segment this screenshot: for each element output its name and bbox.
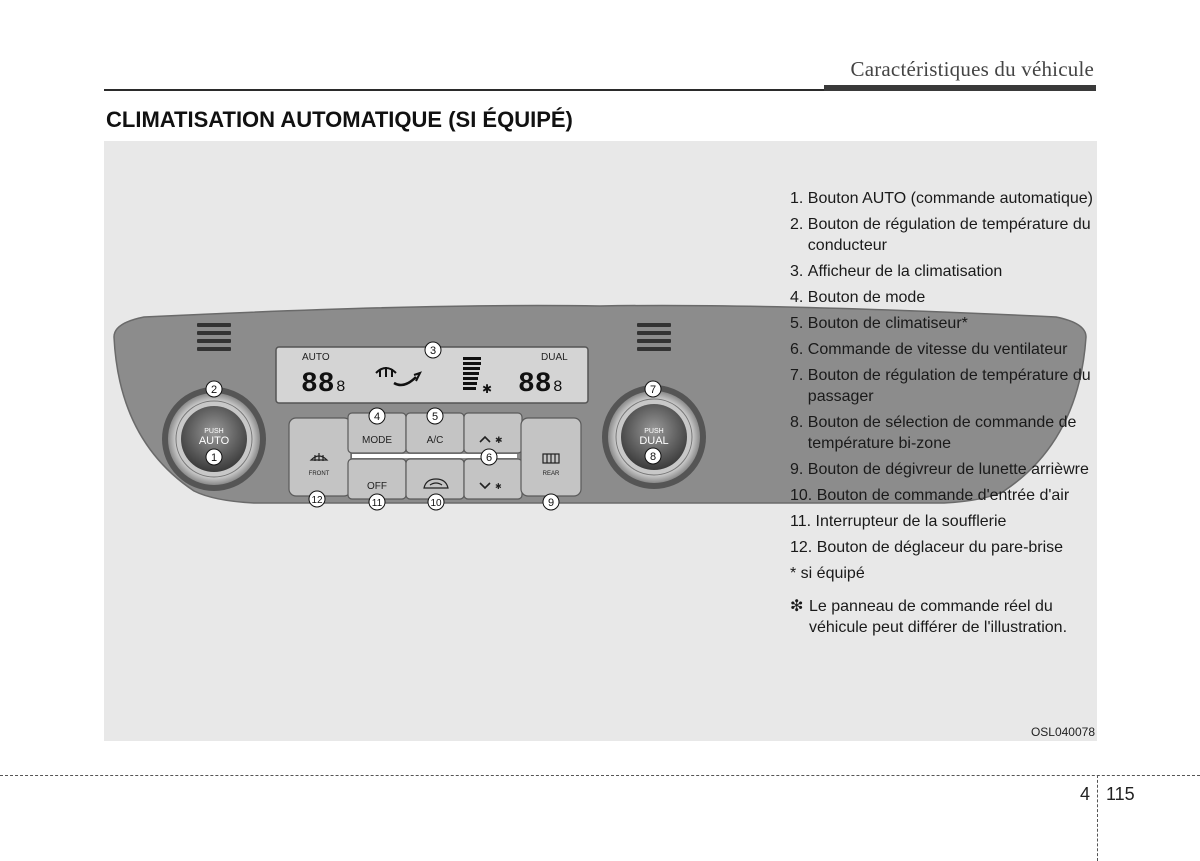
callout-3: 3 (429, 345, 437, 357)
legend-item: 8. Bouton de sélection de commande de température bi-zone (790, 414, 1077, 452)
front-button-label: FRONT (308, 471, 330, 477)
callout-8: 8 (649, 451, 657, 463)
legend-item: 7. Bouton de régulation de température du passager (790, 367, 1091, 405)
legend-note-text: Le panneau de commande réel du véhicule peut différer de l'illustration. (809, 598, 1068, 636)
ac-button-label: A/C (426, 435, 444, 446)
svg-text:✱: ✱ (495, 482, 502, 491)
display-left-decimal: 8 (336, 378, 346, 396)
mode-button-label: MODE (362, 435, 392, 446)
legend-item: 4. Bouton de mode (790, 289, 926, 306)
knob-left-label: AUTO (198, 435, 230, 447)
figure-code: OSL040078 (1030, 725, 1095, 739)
svg-text:✱: ✱ (495, 436, 503, 446)
legend-item: 1. Bouton AUTO (commande automatique) (790, 190, 1093, 207)
header-rule (104, 89, 824, 91)
svg-text:✱: ✱ (482, 382, 493, 396)
page-chapter: 4 (1080, 784, 1091, 804)
driver-temp-knob (162, 387, 266, 491)
footer-divider (0, 775, 1200, 776)
rear-button-label: REAR (542, 471, 560, 477)
header-rule-accent (824, 85, 1096, 91)
callout-2: 2 (210, 384, 218, 396)
legend-item: 10. Bouton de commande d'entrée d'air (790, 487, 1070, 504)
callout-12: 12 (311, 495, 323, 506)
display-auto-label: AUTO (302, 352, 330, 363)
display-dual-label: DUAL (541, 352, 568, 363)
chapter-title: Caractéristiques du véhicule (850, 57, 1094, 81)
callout-11: 11 (371, 498, 383, 509)
figure (104, 141, 1097, 741)
legend-list (790, 188, 1100, 558)
footer-vertical-divider (1097, 775, 1098, 861)
display-left-temp: 88 (301, 369, 335, 400)
passenger-temp-knob (602, 385, 706, 489)
legend-item: 6. Commande de vitesse du ventilateur (790, 341, 1068, 358)
legend-item: 11. Interrupteur de la soufflerie (790, 513, 1007, 530)
display-right-decimal: 8 (553, 378, 563, 396)
knob-right-push: PUSH (644, 428, 664, 435)
callout-4: 4 (373, 411, 381, 423)
callout-10: 10 (430, 498, 442, 509)
knob-left-push: PUSH (204, 428, 224, 435)
section-heading: CLIMATISATION AUTOMATIQUE (SI ÉQUIPÉ) (106, 107, 573, 132)
legend (790, 188, 1100, 638)
callout-1: 1 (210, 452, 218, 464)
legend-item: 9. Bouton de dégivreur de lunette arrièwre (790, 461, 1089, 478)
callout-9: 9 (547, 497, 555, 509)
off-button-label: OFF (367, 481, 387, 492)
legend-note (790, 596, 1100, 638)
callout-5: 5 (431, 411, 439, 423)
legend-item: 12. Bouton de déglaceur du pare-brise (790, 539, 1064, 556)
legend-item: 5. Bouton de climatiseur* (790, 315, 968, 332)
knob-right-label: DUAL (639, 435, 669, 447)
page-number: 115 (1106, 784, 1135, 804)
legend-footnote: * si équipé (790, 565, 865, 582)
callout-7: 7 (649, 384, 657, 396)
legend-item: 3. Afficheur de la climatisation (790, 263, 1003, 280)
callout-6: 6 (485, 452, 493, 464)
legend-item: 2. Bouton de régulation de température du conducteur (790, 216, 1091, 254)
display-right-temp: 88 (518, 369, 552, 400)
note-symbol-icon: ❇ (790, 598, 804, 615)
